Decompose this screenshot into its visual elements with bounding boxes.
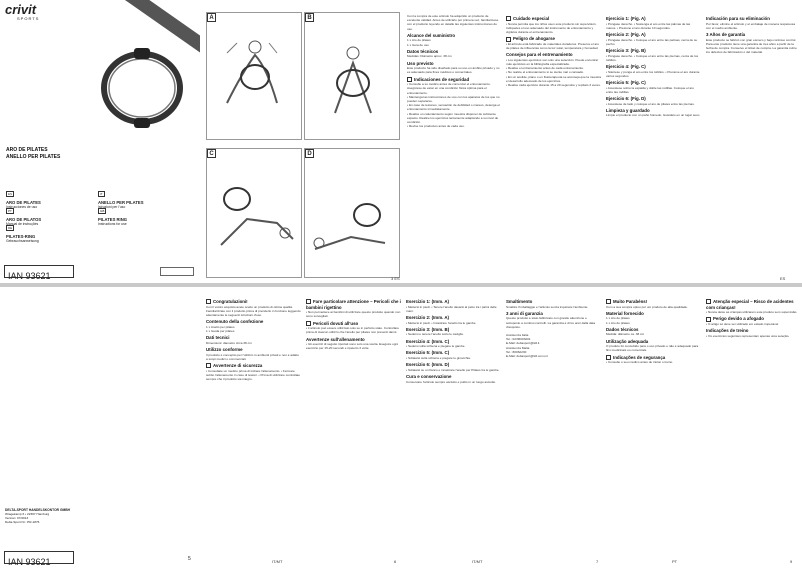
exercise-illustration-a — [207, 13, 303, 141]
lang-tag: ES — [8, 192, 13, 196]
lang-name: ANELLO PER PILATES — [98, 200, 144, 205]
body-text: • Acuéstese de lado y coloque el aro de pilates entre las piernas. — [606, 101, 695, 106]
heading-esercizio-3: Esercizio 3: (Imm. B) — [406, 326, 450, 332]
it-col-2 — [306, 297, 401, 559]
body-text: • Os exercícios seguintes representam apenas uma seleção. — [706, 333, 790, 338]
dados-text: Medida: diâmetro ca. 38 cm — [606, 332, 645, 337]
it-col-3 — [406, 297, 501, 559]
list-item: 1 x Anello per pilates — [206, 324, 235, 329]
service-line: Tel.: 02/36003201 — [506, 337, 531, 342]
exercise-illustration-b — [305, 13, 401, 141]
heading-limpieza: Limpieza y guardado — [606, 107, 650, 113]
lang-sub: Istruzioni per l'uso — [98, 205, 126, 209]
warning-icon — [706, 299, 711, 304]
pt-col-1 — [606, 297, 701, 559]
lang-sub: Instructions for use — [98, 222, 127, 226]
body-text: • Mettersi in piedi. • Incastrare l'anello tra le gambe. — [406, 320, 477, 325]
heading-ejercicio-4: Ejercicio 4: (Fig. C) — [606, 64, 646, 69]
heading-consejos: Consejos para el entrenamiento — [506, 52, 573, 58]
address-line: Delta-Sport Nr.: PR-1876 — [5, 520, 40, 524]
it-col-1 — [206, 297, 301, 559]
warning-icon — [306, 299, 311, 304]
lang-sub: Instrucciones de uso — [6, 205, 38, 209]
page-label-it-l: IT/MT — [272, 559, 283, 564]
page-number-left: 3 ES — [391, 276, 400, 281]
pilates-ring-image — [98, 42, 186, 130]
cover-title-2: ANELLO PER PILATES — [6, 154, 61, 160]
es-col-1 — [407, 14, 502, 276]
lang-sub: Manual de instruções — [6, 222, 39, 226]
body-text: Limpie el producto con un paño húmedo. Guárdelo en un lugar seco. — [606, 113, 701, 118]
lang-flags-icon — [160, 267, 194, 276]
warning-icon — [706, 317, 711, 322]
lang-name: ARO DE PILATES — [6, 200, 41, 205]
body-text: • Consulte a su médico antes de comenzar el entrenamiento. Asegúrese de estar en una condición física óptima para el entrenamiento. • Mantenga las instrucciones de uso con los aparatos de los que no pueden separarse. • En caso de lesiones, sensación de debilidad o mareos, detenga el entrenamiento inmediatamente. • Realice un calentamiento según muestra disponer de suficiente espacio. Realice los ejercicios lentamente adaptando a su nivel de condición. • Revise los productos antes de cada uso. — [407, 82, 500, 129]
brand-name: crivit — [5, 2, 37, 17]
info-icon — [206, 299, 211, 304]
body-text: • Non permettere ai bambini di utilizzare questo prodotto quando non sono sorvegliati. — [306, 310, 401, 319]
es-col-2 — [506, 14, 601, 276]
service-line: Assistenza Italia — [506, 333, 529, 337]
body-text: • Póngase derecho. • Coloque el aro entre las palmas, cerca de su pecho. — [606, 37, 698, 46]
heading-alcance: Alcance del suministro — [407, 32, 456, 38]
warning-icon — [306, 321, 311, 326]
heading-pericoli: Pericoli dovuti all'uso — [306, 321, 401, 327]
body-text: • Nunca permita que los niños usen este producto sin supervisión. Indíqueles el uso adecuado del instrumento de entrenamiento y vigílelos durante el entrenamiento. — [506, 21, 597, 34]
figure-label: C — [207, 149, 216, 158]
body-text: • Sdraiarsi su un fianco e incastrare l'anello per Pilates tra le gambe. — [406, 367, 500, 372]
address-line: Wragekamp 6 • 22397 Hamburg — [5, 512, 50, 516]
exercise-illustration-d — [305, 149, 401, 279]
heading-cura: Cura e conservazione — [406, 373, 452, 379]
page-number-7: 7 — [596, 559, 599, 564]
lang-gb — [98, 199, 188, 226]
page-label-pt: PT — [672, 559, 678, 564]
body-text: Con la compra de este artículo ha adquirido un producto de excelente calidad. Antes de utilizarlo por primera vez, familiarícese con el producto leyendo en detalle las siguientes instrucciones de uso. — [407, 14, 499, 31]
pt-col-2 — [706, 297, 798, 559]
heading-utilizacao: Utilização adequada — [606, 338, 649, 344]
body-text: • Gli esercizi di seguito riportati sono solo una scelta. Eseguire ogni esercizio per 15-20 secondi e ripeterlo 3 volte. — [306, 342, 399, 351]
cover-panel — [0, 0, 200, 283]
service-line: Tel.: 80062230 — [506, 349, 527, 354]
lang-name: ARO DE PILATOS — [6, 217, 42, 222]
warning-icon — [606, 355, 611, 360]
body-text: Por favor, elimine el artículo y el embalaje de manera respetuosa con el medio ambiente. — [706, 21, 796, 30]
warning-icon — [206, 363, 211, 368]
body-text: • Mettersi in piedi. • Tenere l'anello davanti al petto tra i palmi delle mani. — [406, 304, 497, 313]
lang-tag: IT — [100, 192, 103, 196]
heading-particolare: Fare particolare attenzione – Pericoli che i bambini rigettino — [306, 299, 401, 310]
ian-box — [4, 265, 74, 281]
heading-ejercicio-6: Ejercicio 6: (Fig. D) — [606, 96, 646, 101]
warning-icon — [506, 37, 511, 42]
figure-d — [304, 148, 400, 278]
body-text: • Consultate un medico prima di iniziare l'allenamento. • Fermare subito l'allenamento in caso di lesioni. • Prima di utilizzare controllate sempre che il prodotto sia integro. — [206, 368, 301, 381]
heading-dati: Dati tecnici — [206, 335, 230, 341]
heading-seguridad: Indicaciones de seguridad — [407, 77, 502, 83]
lang-tag: DE — [8, 226, 13, 230]
info-icon — [606, 299, 611, 304]
brand-logo — [5, 4, 39, 21]
lang-tag: PT — [8, 209, 12, 213]
body-text: Este producto ha sido diseñado para su uso en ámbito privado y no es adecuado para fines médicos o comerciales. — [407, 66, 500, 75]
ian-number: IAN 93621 — [8, 271, 51, 281]
warning-icon — [407, 77, 412, 82]
body-text: Smaltire l'imballaggio e l'articolo senza inquinare l'ambiente. — [506, 304, 589, 309]
ian-box — [4, 551, 74, 567]
heading-esercizio-5: Esercizio 5: (Imm. C) — [406, 350, 450, 356]
body-text: • Sdraiarsi sulla schiena e piegare le ginocchia. — [406, 355, 471, 360]
body-text: • Póngase derecho. • Coloque el aro entre las piernas, cerca de los tobillos. — [606, 53, 699, 62]
body-text: • Siéntese y ponga el aro entre los tobillos. • Presione el aro durante varios segundos. — [606, 69, 700, 78]
heading-uso: Uso previsto — [407, 60, 434, 66]
heading-avvertenze: Avvertenze di sicurezza — [206, 363, 301, 369]
body-text: • O artigo só deve ser utilizado em estado impecável. — [706, 321, 779, 326]
heading-eliminacion: Indicación para su eliminación — [706, 16, 770, 21]
ian-number: IAN 93621 — [8, 557, 51, 567]
list-item: 1 x Aro de pilates — [606, 320, 630, 325]
datos-text: Medidas: Diámetro aprox. 38 cm — [407, 54, 452, 59]
heading-ejercicio-3: Ejercicio 3: (Fig. B) — [606, 48, 646, 53]
exercise-illustration-c — [207, 149, 303, 279]
lang-name: PILATES RING — [98, 217, 128, 222]
body-text: • Nunca deixe as crianças utilizarem este produto sem supervisão. — [706, 310, 798, 315]
page-number-9: 9 — [790, 559, 793, 564]
heading-datos: Datos técnicos — [407, 48, 439, 54]
body-text: • L'articolo può essere utilizzato solo se in perfetto stato. Controllare prima di ciascun utilizzo che l'anello per pilates non presenti danni. — [306, 326, 399, 335]
figure-label: B — [305, 13, 314, 22]
heading-garantia: 3 Años de garantía — [706, 32, 746, 37]
figure-a — [206, 12, 302, 140]
top-sheet — [0, 0, 802, 283]
body-text: • Sedersi sulla schiena e piegare le gambe. — [406, 344, 466, 349]
heading-smaltimento: Smaltimento — [506, 299, 533, 304]
heading-ejercicio-2: Ejercicio 2: (Fig. A) — [606, 32, 646, 37]
heading-esercizio-4: Esercizio 4: (Imm. C) — [406, 338, 450, 344]
es-col-4 — [706, 14, 798, 276]
body-text: Este producto se fabricó con gran esmero y bajo continuo control. Para este producto tiene una garantía de tres años a partir de la fecha de compra. Conserve el ticket de compra. La garantía cubre los defectos de fabricación o del material. — [706, 37, 797, 55]
back-cover — [0, 287, 200, 569]
heading-esercizio-2: Esercizio 2: (Imm. A) — [406, 315, 450, 320]
address-line: Version: 07/2013 — [5, 516, 29, 520]
heading-contenuto: Contenuto della confezione — [206, 319, 264, 325]
lang-de — [6, 216, 96, 243]
service-line: E-Mail: deltasport@lidl.it — [506, 341, 540, 346]
es-col-3 — [606, 14, 701, 276]
body-text: • Acuéstese sobre la espalda y doble las rodillas. Coloque el aro entre las rodillas. — [606, 85, 694, 94]
warning-icon — [506, 16, 511, 21]
dati-text: Dimensioni: diametro circa 38 cm — [206, 340, 252, 345]
heading-atencao: Atenção especial – Risco de acidentes com crianças! — [706, 299, 794, 310]
figure-label: D — [305, 149, 314, 158]
publisher-address — [5, 508, 125, 524]
service-line: Assistenza Malta — [506, 345, 530, 350]
body-text: • El artículo está fabricado de materiales duraderos. Preserve el aro de pilates de influencias como la luz solar, temperatura y humedad. — [506, 41, 599, 50]
heading-esercizio-1: Esercizio 1: (Imm. A) — [406, 299, 450, 304]
list-item: 1 x Aro de pilates — [407, 38, 431, 43]
lang-tag: GB — [100, 209, 105, 213]
figure-b — [304, 12, 400, 140]
page-number-6: 6 — [394, 559, 397, 564]
address-line: DELTA-SPORT HANDELSKONTOR GMBH — [5, 508, 71, 512]
page-five: 5 — [188, 556, 191, 562]
list-item: 1 x Guía de uso — [407, 42, 429, 47]
heading-ejercicio-1: Ejercicio 1: (Fig. A) — [606, 16, 646, 21]
page-number-right: ES — [780, 276, 786, 281]
heading-utilizzo: Utilizzo conforme — [206, 347, 243, 352]
heading-cuidado: Cuidado especial — [506, 16, 601, 22]
body-text: • Sedersi e tenere l'anello sotto le caviglie. — [406, 332, 464, 337]
figure-label: A — [207, 13, 216, 22]
body-text: O produto foi concebido para o uso privado e não é adequado para fins medicinais ou comerciais. — [606, 344, 699, 353]
heading-suggerimenti: Avvertenze sull'allenamento — [306, 336, 365, 342]
heading-indicacoes: Indicações de segurança — [606, 355, 701, 361]
list-item: 1 x Guida per pilates — [206, 329, 235, 333]
heading-peligro: Peligro de ahogarse — [506, 36, 601, 42]
cover-title-1: ARO DE PILATES — [6, 147, 48, 153]
body-text: Conservare l'articolo sempre asciutto e pulito in un luogo asciutto. — [406, 379, 497, 384]
heading-congratulazioni: Congratulazioni! — [206, 299, 301, 305]
heading-esercizio-6: Esercizio 6: (Imm. D) — [406, 362, 450, 368]
body-text: Il prodotto è concepito per l'utilizzo in ambienti privati e non è adatto a scopi medici o commerciali. — [206, 352, 299, 361]
lang-sub: Gebrauchsanweisung — [6, 239, 39, 243]
heading-ejercicio-5: Ejercicio 5: (Fig. C) — [606, 80, 646, 85]
body-text: • Póngase derecho. • Sostenga el aro entre las palmas de las manos. • Presione el aro durante 10 segundos. — [606, 21, 691, 30]
heading-garanzia: 3 anni di garanzia — [506, 310, 543, 316]
body-text: Questo prodotto è stato fabbricato con grande attenzione e sottoposto a continui controlli. La garanzia è di tre anni dalla data d'acquisto. — [506, 316, 596, 329]
service-line: E-Mail: deltasport@lidl.com.mt — [506, 354, 548, 359]
heading-perigo: Perigo devido a afogado — [706, 316, 798, 322]
bottom-sheet — [0, 287, 802, 569]
it-col-4 — [506, 297, 601, 559]
heading-dados: Dados técnicos — [606, 326, 639, 332]
figure-panel — [204, 0, 402, 283]
body-text: Com a sua compra optou por um produto de alta qualidade. — [606, 304, 688, 309]
lang-name: PILATES-RING — [6, 234, 36, 239]
heading-parabens: Muito Parabéns! — [606, 299, 701, 305]
brand-sub: SPORTS — [17, 16, 40, 21]
figure-c — [206, 148, 302, 278]
list-item: 1 x Aro de pilates — [606, 316, 630, 321]
body-text: • Consulte o seu médico antes de iniciar o treino. — [606, 360, 674, 365]
body-text: Con il vostro acquisto avete scelto un prodotto di ottima qualità. Familiarizzate con il prodotto prima di prenderlo in funzione leggendo attentamente le seguenti istruzioni d'uso. — [206, 304, 301, 317]
page-label-it-r: IT/MT — [472, 559, 483, 564]
heading-material: Material fornecido — [606, 310, 644, 316]
body-text: • Los siguientes ejercicios son solo una selección. Puede encontrar más ejercicios en la bibliografía especializada. • Realice el entrenamiento antes de cada entrenamiento. • No realice el entrenamiento si se siente mal o cansado. • En un acolide, piano o en fisioterapeuta se aconseja que la muestra el desarrollo adecuado de los ejercicios. • Realice cada ejercicio durante 15 a 20 segundos y repítalo 3 veces. — [506, 57, 601, 88]
heading-treino: Indicações de treino — [706, 328, 749, 334]
